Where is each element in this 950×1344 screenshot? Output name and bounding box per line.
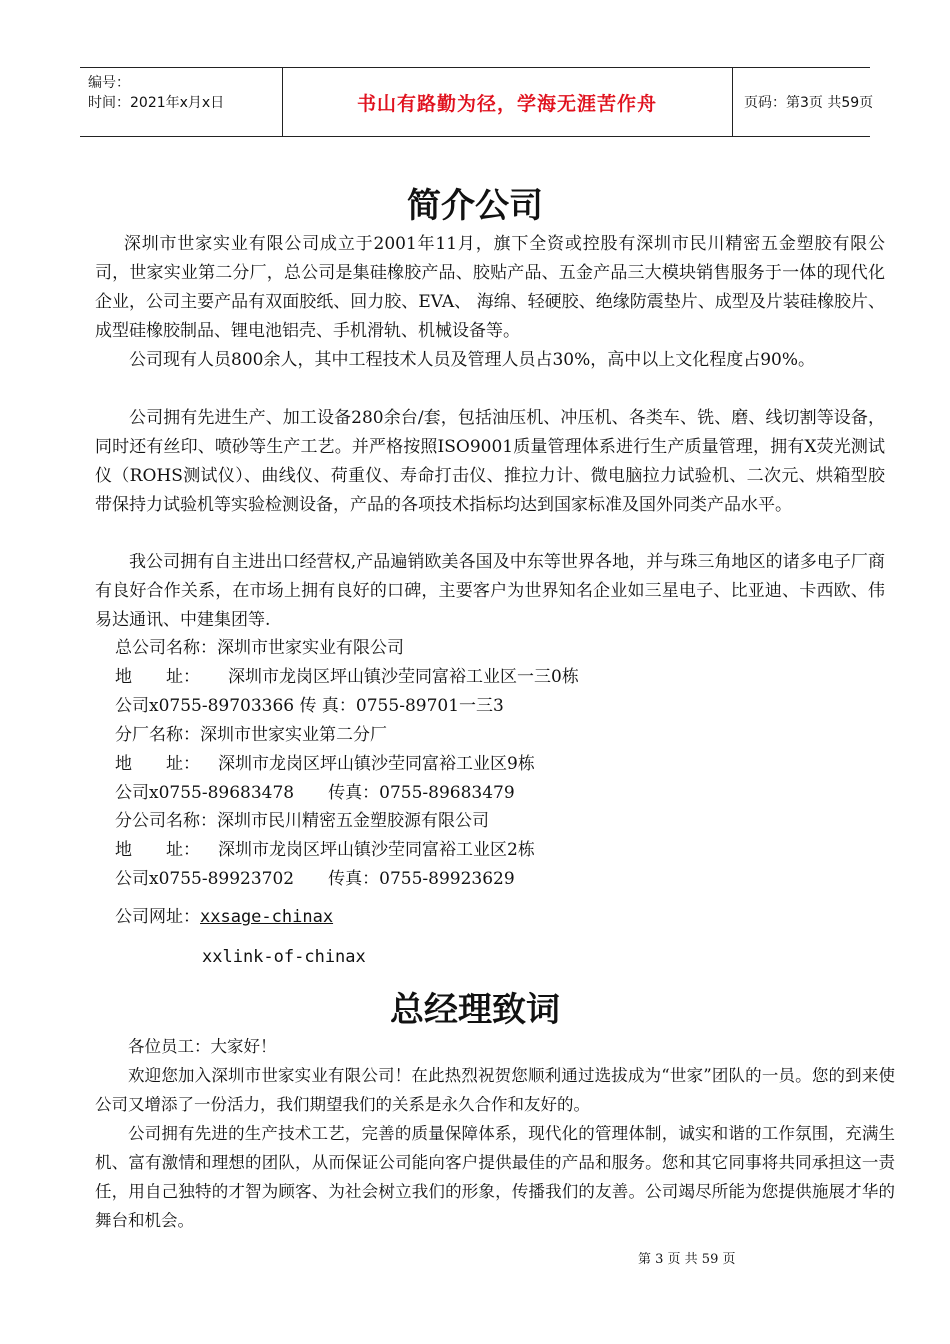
header-meta	[80, 68, 283, 136]
subsidiary-address-label: 地 址：	[115, 840, 200, 860]
staff-paragraph: 公司现有人员800余人，其中工程技术人员及管理人员占30%，高中以上文化程度占90%。	[129, 350, 816, 370]
hq-phone: 公司x0755-89703366 传 真：0755-89701一三3	[115, 696, 504, 716]
subsidiary-name: 分公司名称：深圳市民川精密五金塑胶源有限公司	[115, 811, 489, 831]
section-title-gm-speech: 总经理致词	[390, 990, 560, 1030]
branch-address: 深圳市龙岗区坪山镇沙茔同富裕工业区9栋	[218, 754, 535, 774]
hq-name: 总公司名称：深圳市世家实业有限公司	[115, 638, 404, 658]
subsidiary-address-line	[115, 836, 535, 865]
page-footer: 第 3 页 共 59 页	[638, 1252, 736, 1267]
page-header	[80, 67, 874, 137]
header-page-number: 页码：第3页 共59页	[744, 95, 874, 111]
website-line	[115, 903, 333, 932]
section-title-company-intro: 简介公司	[407, 186, 543, 226]
hq-address-label: 地 址：	[115, 667, 200, 687]
header-motto: 书山有路勤为径，学海无涯苦作舟	[356, 92, 657, 115]
market-paragraph: 我公司拥有自主进出口经营权,产品遍销欧美各国及中东等世界各地，并与珠三角地区的诸多电子厂商有良好合作关系，在市场上拥有良好的口碑，主要客户为世界知名企业如三星电子、比亚迪、卡西欧、伟易达通讯、中建集团等.	[95, 552, 885, 630]
hq-address-line	[115, 663, 579, 692]
gm-welcome-paragraph: 欢迎您加入深圳市世家实业有限公司！在此热烈祝贺您顺利通过选拔成为“世家”团队的一员。您的到来使公司又增添了一份活力，我们期望我们的关系是永久合作和友好的。	[95, 1066, 895, 1114]
header-page-cell	[732, 68, 874, 136]
subsidiary-address: 深圳市龙岗区坪山镇沙茔同富裕工业区2栋	[218, 840, 535, 860]
gm-greeting: 各位员工：大家好！	[128, 1037, 277, 1056]
website-link[interactable]: xxsage-chinax	[200, 907, 334, 927]
branch-address-line	[115, 750, 535, 779]
equipment-paragraph: 公司拥有先进生产、加工设备280余台/套，包括油压机、冲压机、各类车、铣、磨、线切割等设备，同时还有丝印、喷砂等生产工艺。并严格按照ISO9001质量管理体系进行生产质量管理，拥有X荧光测试仪（ROHS测试仪）、曲线仪、荷重仪、寿命打击仪、推拉力计、微电脑拉力试验机、二次元、烘箱型胶带保持力试验机等实验检测设备，产品的各项技术指标均达到国家标准及国外同类产品水平。	[95, 408, 885, 515]
hq-address: 深圳市龙岗区坪山镇沙茔同富裕工业区一三0栋	[228, 667, 579, 687]
website-label: 公司网址：	[115, 907, 200, 927]
document-number-label: 编号：	[88, 75, 130, 91]
website-secondary: xxlink-of-chinax	[202, 947, 366, 967]
subsidiary-phone: 公司x0755-89923702 传真：0755-89923629	[115, 869, 515, 889]
header-motto-cell	[282, 68, 733, 136]
gm-company-paragraph: 公司拥有先进的生产技术工艺，完善的质量保障体系，现代化的管理体制，诚实和谐的工作氛围，充满生机、富有激情和理想的团队，从而保证公司能向客户提供最佳的产品和服务。您和其它同事将共同承担这一责任，用自己独特的才智为顾客、为社会树立我们的形象，传播我们的友善。公司竭尽所能为您提供施展才华的舞台和机会。	[95, 1124, 895, 1230]
intro-paragraph: 深圳市世家实业有限公司成立于2001年11月，旗下全资或控股有深圳市民川精密五金塑胶有限公司，世家实业第二分厂，总公司是集硅橡胶产品、胶贴产品、五金产品三大模块销售服务于一体的现代化企业，公司主要产品有双面胶纸、回力胶、EVA、 海绵、轻硬胶、绝缘防震垫片、成型及片装硅橡胶片、成型硅橡胶制品、锂电池铝壳、手机滑轨、机械设备等。	[95, 234, 885, 341]
branch-phone: 公司x0755-89683478 传真：0755-89683479	[115, 783, 515, 803]
branch-name: 分厂名称：深圳市世家实业第二分厂	[115, 725, 387, 745]
branch-address-label: 地 址：	[115, 754, 200, 774]
document-date: 时间：2021年x月x日	[88, 95, 225, 111]
